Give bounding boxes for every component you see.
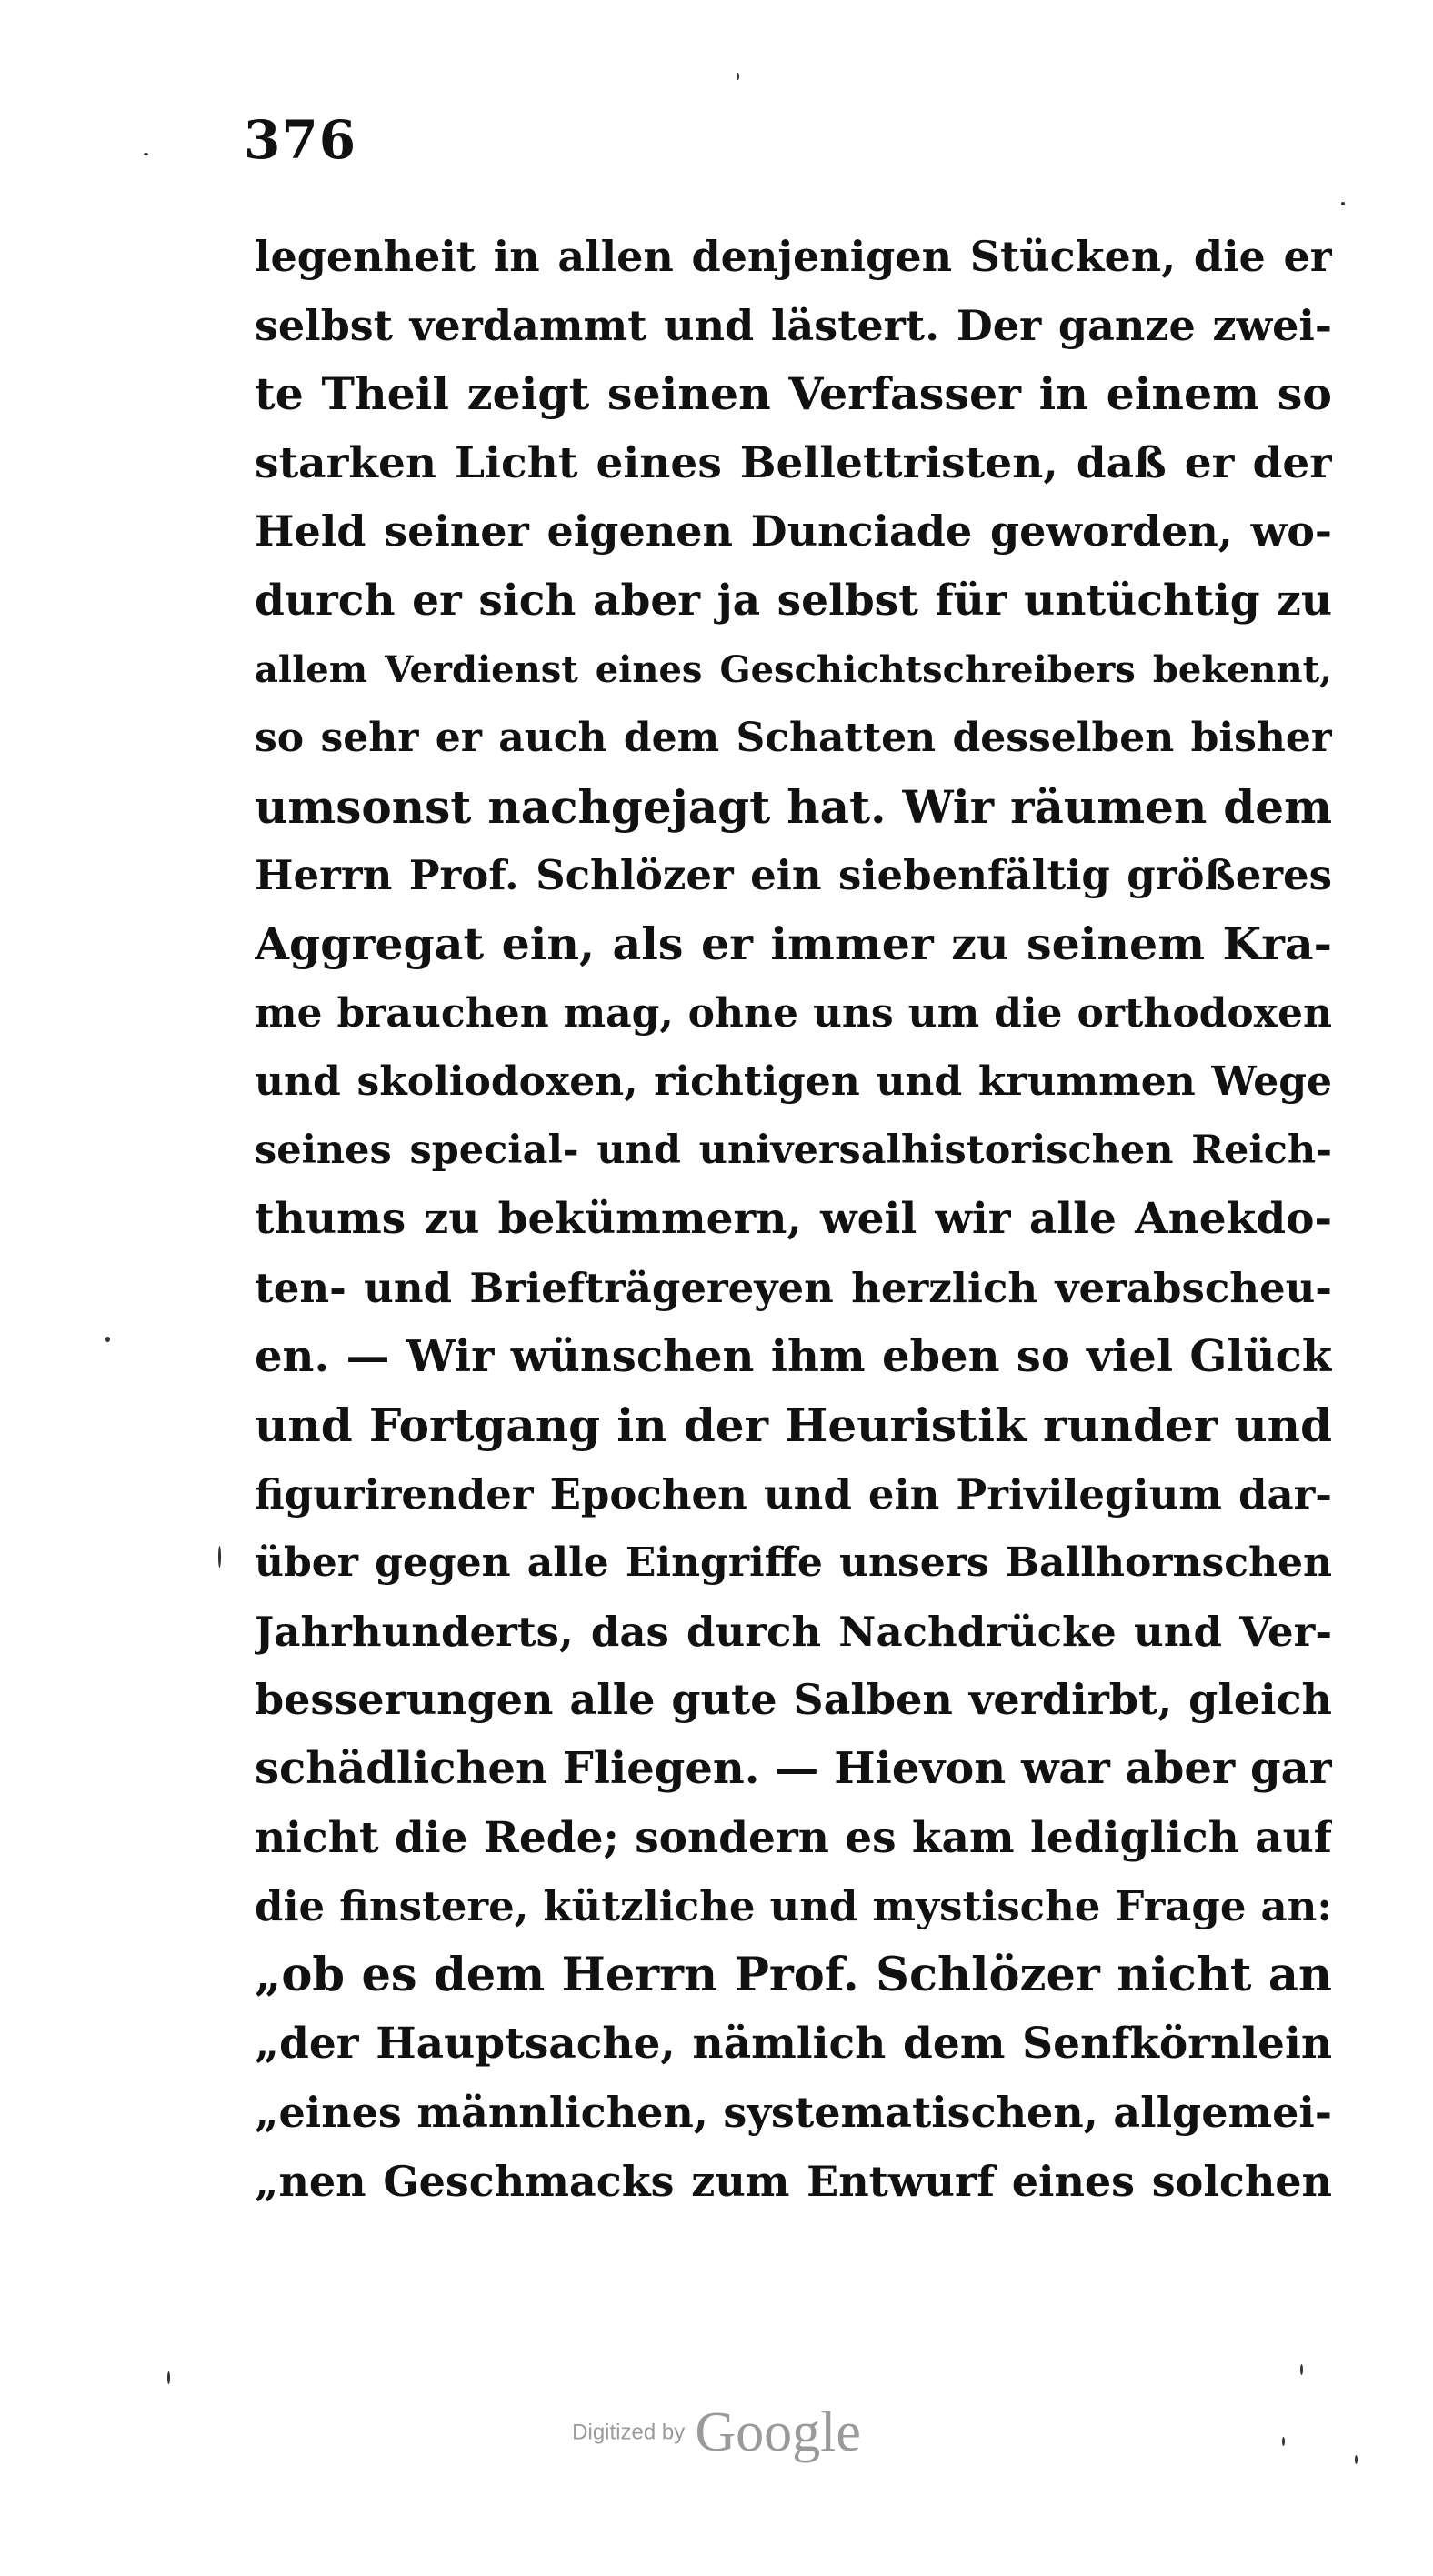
watermark-prefix: Digitized by bbox=[572, 2420, 686, 2445]
text-line: te Theil zeigt seinen Verfasser in einem so bbox=[255, 367, 1332, 421]
text-line: durch er sich aber ja selbst für untüchtig zu bbox=[255, 575, 1332, 626]
scan-speck bbox=[1282, 2437, 1285, 2446]
scan-speck bbox=[105, 1337, 110, 1342]
scan-speck bbox=[1355, 2455, 1358, 2464]
text-line: Jahrhunderts, das durch Nachdrücke und Ver- bbox=[255, 1607, 1332, 1656]
scan-speck bbox=[737, 73, 739, 80]
text-line: die finstere, kützliche und mystische Frage an: bbox=[255, 1882, 1332, 1931]
page-number: 376 bbox=[244, 109, 357, 171]
text-line: nicht die Rede; sondern es kam lediglich auf bbox=[255, 1812, 1332, 1863]
body-text bbox=[255, 223, 1332, 2216]
text-line: me brauchen mag, ohne uns um die orthodoxen bbox=[255, 989, 1332, 1037]
text-line: ten- und Briefträgereyen herzlich verabscheu- bbox=[255, 1263, 1332, 1312]
text-line: und Fortgang in der Heuristik runder und bbox=[255, 1398, 1332, 1453]
text-line: Aggregat ein, als er immer zu seinem Kra- bbox=[255, 917, 1332, 970]
scan-speck bbox=[218, 1546, 221, 1568]
scan-speck bbox=[1300, 2364, 1303, 2375]
text-line: Held seiner eigenen Dunciade geworden, wo- bbox=[255, 506, 1332, 556]
text-line: besserungen alle gute Salben verdirbt, gleich bbox=[255, 1675, 1332, 1725]
text-line: figurirender Epochen und ein Privilegium dar- bbox=[255, 1469, 1332, 1519]
text-line: so sehr er auch dem Schatten desselben bisher bbox=[255, 715, 1332, 762]
text-line: schädlichen Fliegen. — Hievon war aber gar bbox=[255, 1743, 1332, 1795]
text-line: en. — Wir wünschen ihm eben so viel Glück bbox=[255, 1330, 1332, 1382]
text-line: „ob es dem Herrn Prof. Schlözer nicht an bbox=[255, 1947, 1332, 2002]
text-line: „nen Geschmacks zum Entwurf eines solchen bbox=[255, 2156, 1332, 2206]
text-line: Herrn Prof. Schlözer ein siebenfältig größeres bbox=[255, 851, 1332, 900]
text-line: thums zu bekümmern, weil wir alle Anekdo- bbox=[255, 1194, 1332, 1245]
text-line: allem Verdienst eines Geschichtschreibers bekennt, bbox=[255, 647, 1332, 691]
scan-speck bbox=[144, 153, 148, 155]
text-line: seines special- und universalhistorischen Reich- bbox=[255, 1127, 1332, 1173]
digitized-watermark bbox=[0, 2401, 1433, 2465]
text-line: „eines männlichen, systematischen, allgemei- bbox=[255, 2088, 1332, 2138]
google-logo-text: Google bbox=[695, 2401, 861, 2463]
text-line: „der Hauptsache, nämlich dem Senfkörnlein bbox=[255, 2019, 1332, 2070]
text-line: und skoliodoxen, richtigen und krummen Wege bbox=[255, 1058, 1332, 1106]
scan-speck bbox=[167, 2371, 170, 2384]
text-line: legenheit in allen denjenigen Stücken, die er bbox=[255, 232, 1332, 281]
text-line: selbst verdammt und lästert. Der ganze zwei- bbox=[255, 300, 1332, 350]
text-line: über gegen alle Eingriffe unsers Ballhornschen bbox=[255, 1539, 1332, 1587]
text-line: starken Licht eines Bellettristen, daß er der bbox=[255, 437, 1332, 488]
text-line: umsonst nachgejagt hat. Wir räumen dem bbox=[255, 779, 1332, 834]
scan-speck bbox=[1341, 202, 1345, 205]
